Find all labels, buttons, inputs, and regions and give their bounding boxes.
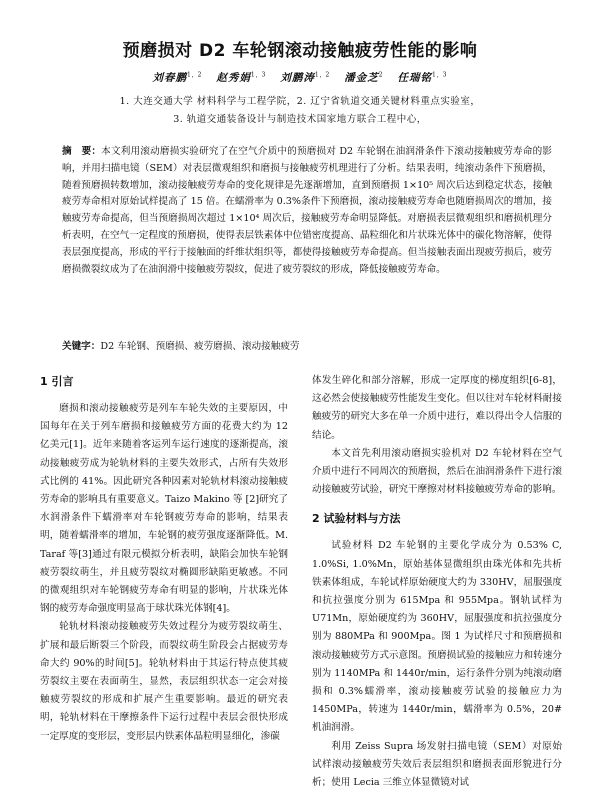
abstract xyxy=(62,144,552,278)
author-name: 刘春鹏 xyxy=(152,72,187,84)
author-name: 潘金芝 xyxy=(344,72,379,84)
affiliation-line-2: 3. 轨道交通装备设计与制造技术国家地方联合工程中心， xyxy=(173,114,427,125)
author-affiliation-mark: 1, 3 xyxy=(432,71,448,79)
body-paragraph: 利用 Zeiss Supra 场发射扫描电镜（SEM）对原始试样滚动接触疲劳失效后表层组织和磨损表面形貌进行分析；使用 Lecia 三维立体显微镜对试 xyxy=(312,740,562,789)
author-affiliation-mark: 1, 2 xyxy=(186,71,203,79)
abstract-label: 摘 要： xyxy=(62,146,102,157)
left-column xyxy=(40,372,288,746)
author-affiliation-mark: 2 xyxy=(378,71,384,79)
abstract-text: 本文利用滚动磨损实验研究了在空气介质中的预磨损对 D2 车轮钢在油润滑条件下滚动接触疲劳寿命的影响，并用扫描电镜（SEM）对表层微观组织和磨损与接触疲劳机理进行了分析。结果表明，纯滚动条件下预磨损，随着预磨损转数增加，滚动接触疲劳寿命的变化规律是先逐渐增加，直到预磨损 1×10⁵ 周次后达到稳定状态，接触疲劳寿命相对原始试样提高了 15 倍。在蠕滑率为 0.3%条件下预磨损，滚动接触疲劳寿命也随磨损周次的增加，接触疲劳寿命提高，但当预磨损周次超过 1×10⁴ 周次后，接触疲劳寿命明显降低。对磨损表层微观组织和磨损机理分析表明，在空气一定程度的预磨损，使得表层铁素体中位错密度提高、晶粒细化和片状珠光体中的碳化物溶解，使得表层强度提高，形成的平行于接触面的纤维状组织等，都使得接触疲劳寿命提高。但当接触表面出现疲劳损后，疲劳磨损微裂纹成为了在油润滑中接触疲劳裂纹，促进了疲劳裂纹的形成，降低接触疲劳寿命。 xyxy=(62,146,553,275)
body-paragraph: 磨损和滚动接触疲劳是列车车轮失效的主要原因，中国每年在关于列车磨损和接触疲劳方面的花费大约为 12 亿美元[1]。近年来随着客运列车运行速度的逐渐提高，滚动接触疲劳成为轮轨材料的主要失效形式，占所有失效形式比例的 41%。因此研究各种因素对轮轨材料滚动接触疲劳寿命的影响具有重要意义。Taizo Makino 等 [2]研究了水润滑条件下蠕滑率对车轮钢疲劳寿命的影响，结果表明，随着蠕滑率的增加，车轮钢的疲劳强度逐渐降低。M. Taraf 等[3]通过有限元模拟分析表明，缺陷会加快车轮钢疲劳裂纹萌生，并且疲劳裂纹对椭圆形缺陷更敏感。不同的微观组织对车轮钢疲劳寿命有明显的影响，片状珠光体钢的疲劳寿命强度明显高于球状珠光体钢[4]。 xyxy=(40,403,288,615)
body-paragraph: 试验材料 D2 车轮钢的主要化学成分为 0.53% C, 1.0%Si, 1.0%Mn，原始基体显微组织由珠光体和先共析铁素体组成，车轮试样原始硬度大约为 330HV，屈服强度和抗拉强度分别为 615Mpa 和 955Mpa。钢轨试样为 U71Mn，原始硬度约为 360HV，屈服强度和抗拉强度分别为 880MPa 和 900Mpa。图 1 为试样尺寸和预磨损和滚动接触疲劳方式示意图。预磨损试验的接触应力和转速分别为 1140MPa 和 1440r/min，运行条件分别为纯滚动磨损和 0.3%蠕滑率，滚动接触疲劳试验的接触应力为 1450MPa，转速为 1440r/min，蠕滑率为 0.5%，20#机油润滑。 xyxy=(312,540,562,734)
author-affiliation-mark: 1, 3 xyxy=(250,71,267,79)
keywords xyxy=(62,339,552,355)
author-name: 任瑞铭 xyxy=(397,72,433,84)
author-name: 刘鹏涛 xyxy=(280,72,315,84)
section-spacer xyxy=(312,499,562,509)
section-heading-introduction: 1 引言 xyxy=(40,375,74,388)
right-column xyxy=(312,372,562,792)
author-affiliation-mark: 1, 2 xyxy=(314,71,331,79)
paper-title: 预磨损对 D2 车轮钢滚动接触疲劳性能的影响 xyxy=(122,41,478,61)
affiliation-line-1: 1. 大连交通大学 材料科学与工程学院，2. 辽宁省轨道交通关键材料重点实验室， xyxy=(119,96,481,107)
body-paragraph: 本文首先利用滚动磨损实验机对 D2 车轮材料在空气介质中进行不同周次的预磨损，然后在油润滑条件下进行滚动接触疲劳试验，研究干摩擦对材料接触疲劳寿命的影响。 xyxy=(312,447,562,496)
body-paragraph: 轮轨材料滚动接触疲劳失效过程分为疲劳裂纹萌生、扩展和最后断裂三个阶段，而裂纹萌生阶段会占据疲劳寿命大约 90%的时间[5]。轮轨材料由于其运行特点使其疲劳裂纹主要在表面萌生，显然，表层组织状态一定会对接触疲劳裂纹的形成和扩展产生重要影响。最近的研究表明，轮轨材料在干摩擦条件下运行过程中表层会很快形成一定厚度的变形层，变形层内铁素体晶粒明显细化，渗碳 xyxy=(40,621,288,742)
author-name: 赵秀娟 xyxy=(216,72,251,84)
author-list xyxy=(0,70,600,85)
body-paragraph-continued: 体发生碎化和部分溶解，形成一定厚度的梯度组织[6-8]，这必然会使接触疲劳性能发生变化。但以往对车轮材料耐接触疲劳的研究大多在单一介质中进行，难以得出令人信服的结论。 xyxy=(312,375,562,441)
section-heading-methods: 2 试验材料与方法 xyxy=(312,512,401,526)
keywords-text: D2 车轮钢、预磨损、疲劳磨损、滚动接触疲劳 xyxy=(100,341,300,352)
keywords-label: 关键字： xyxy=(62,341,101,352)
